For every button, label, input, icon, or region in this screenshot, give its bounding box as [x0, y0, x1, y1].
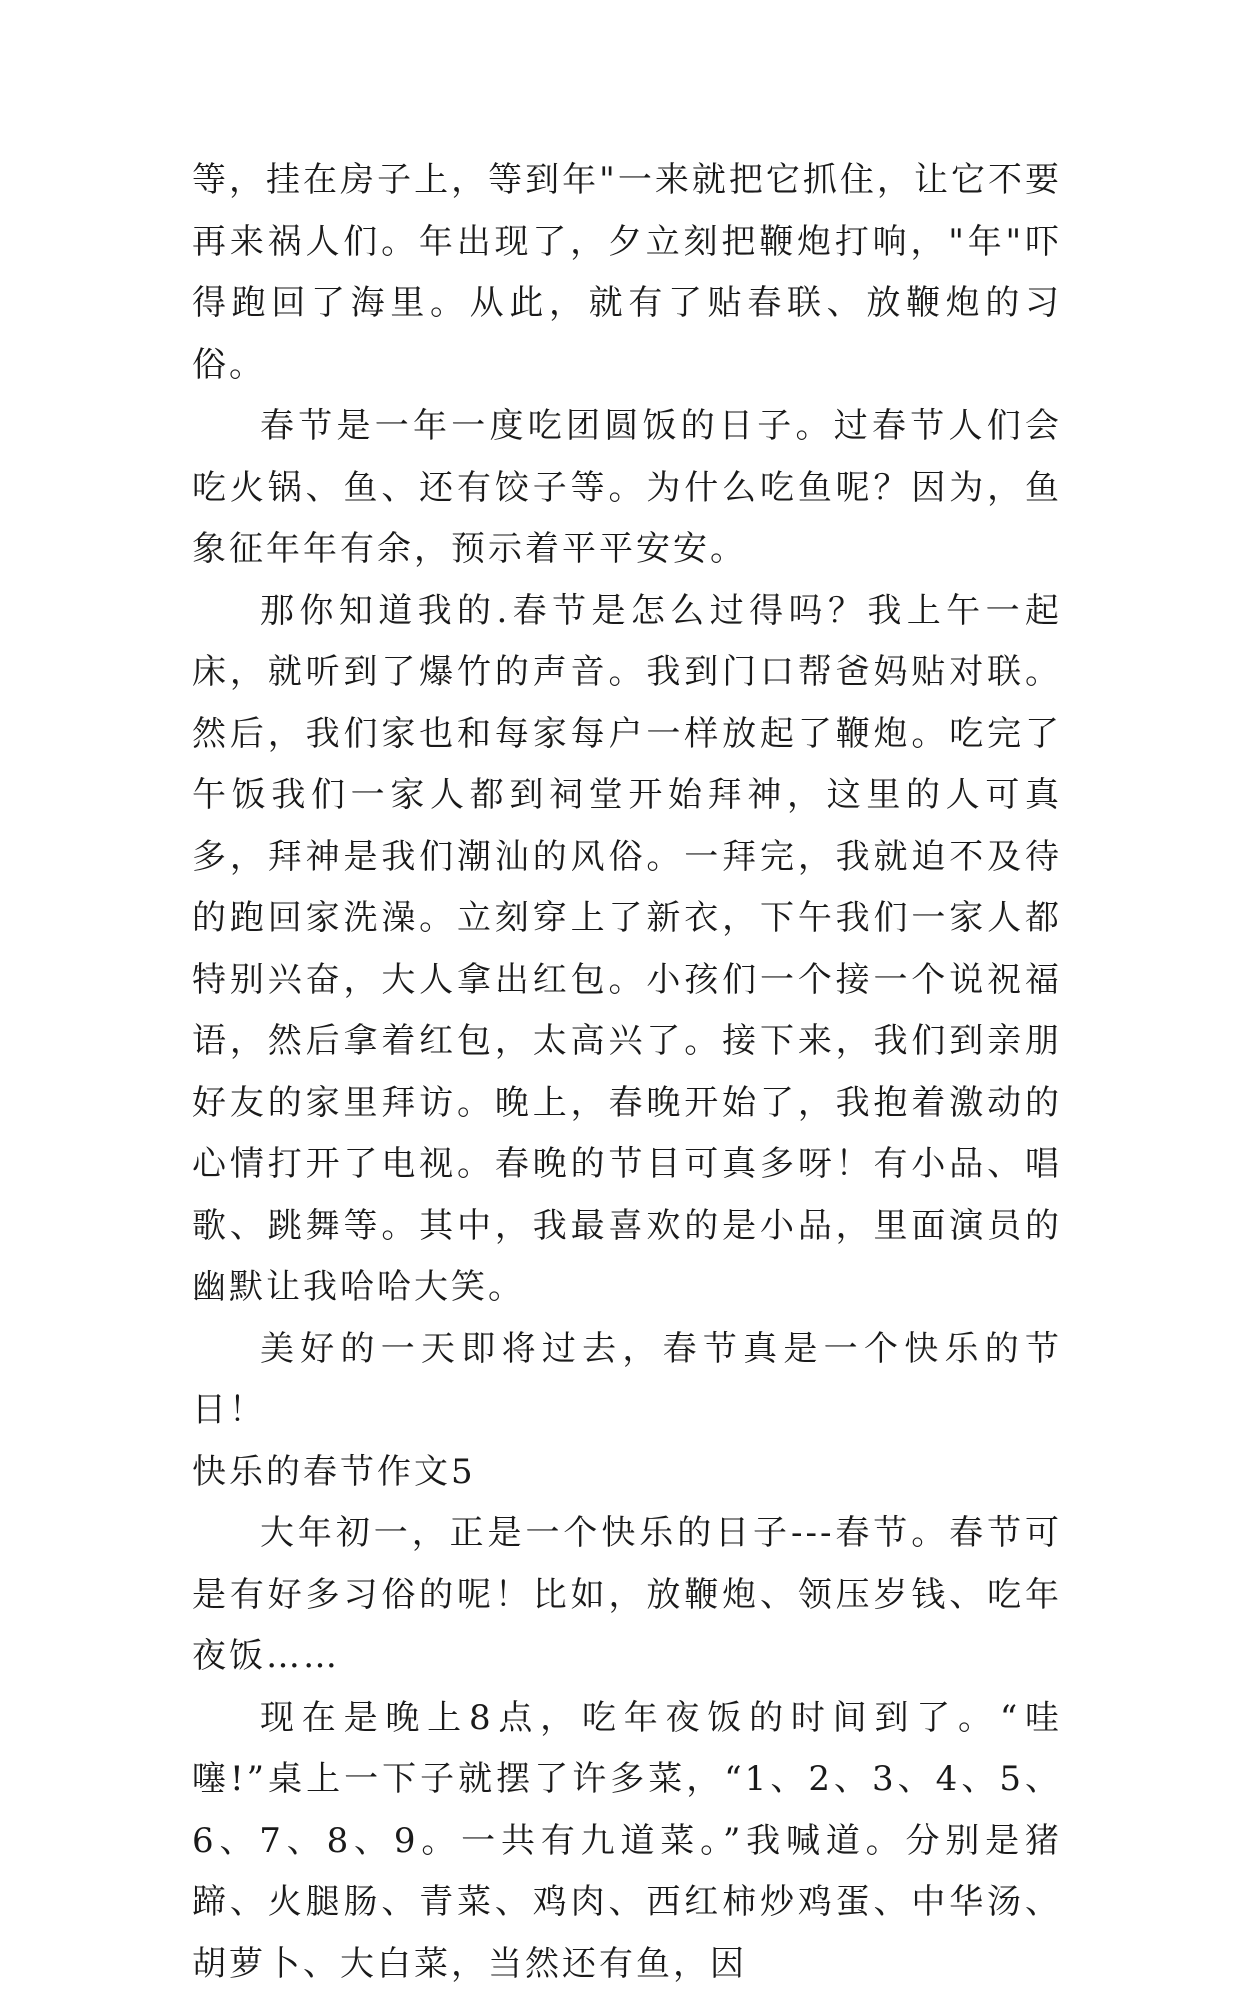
- paragraph: 美好的一天即将过去，春节真是一个快乐的节日！: [192, 1319, 1062, 1442]
- paragraph: 大年初一，正是一个快乐的日子---春节。春节可是有好多习俗的呢！比如，放鞭炮、领压岁钱、吃年夜饭……: [192, 1503, 1062, 1688]
- paragraph: 那你知道我的.春节是怎么过得吗？我上午一起床，就听到了爆竹的声音。我到门口帮爸妈贴对联。然后，我们家也和每家每户一样放起了鞭炮。吃完了午饭我们一家人都到祠堂开始拜神，这里的人可真多，拜神是我们潮汕的风俗。一拜完，我就迫不及待的跑回家洗澡。立刻穿上了新衣，下午我们一家人都特别兴奋，大人拿出红包。小孩们一个接一个说祝福语，然后拿着红包，太高兴了。接下来，我们到亲朋好友的家里拜访。晚上，春晚开始了，我抱着激动的心情打开了电视。春晚的节目可真多呀！有小品、唱歌、跳舞等。其中，我最喜欢的是小品，里面演员的幽默让我哈哈大笑。: [192, 581, 1062, 1319]
- paragraph: 现在是晚上8点，吃年夜饭的时间到了。“哇噻!”桌上一下子就摆了许多菜，“1、2、3、4、5、6、7、8、9。一共有九道菜。”我喊道。分别是猪蹄、火腿肠、青菜、鸡肉、西红柿炒鸡蛋、中华汤、胡萝卜、大白菜，当然还有鱼，因: [192, 1688, 1062, 1995]
- paragraph: 等，挂在房子上，等到年"一来就把它抓住，让它不要再来祸人们。年出现了，夕立刻把鞭炮打响，"年"吓得跑回了海里。从此，就有了贴春联、放鞭炮的习俗。: [192, 150, 1062, 396]
- paragraph: 春节是一年一度吃团圆饭的日子。过春节人们会吃火锅、鱼、还有饺子等。为什么吃鱼呢？因为，鱼象征年年有余，预示着平平安安。: [192, 396, 1062, 581]
- document-page: [192, 150, 1062, 1995]
- essay-heading: 快乐的春节作文5: [192, 1442, 1062, 1504]
